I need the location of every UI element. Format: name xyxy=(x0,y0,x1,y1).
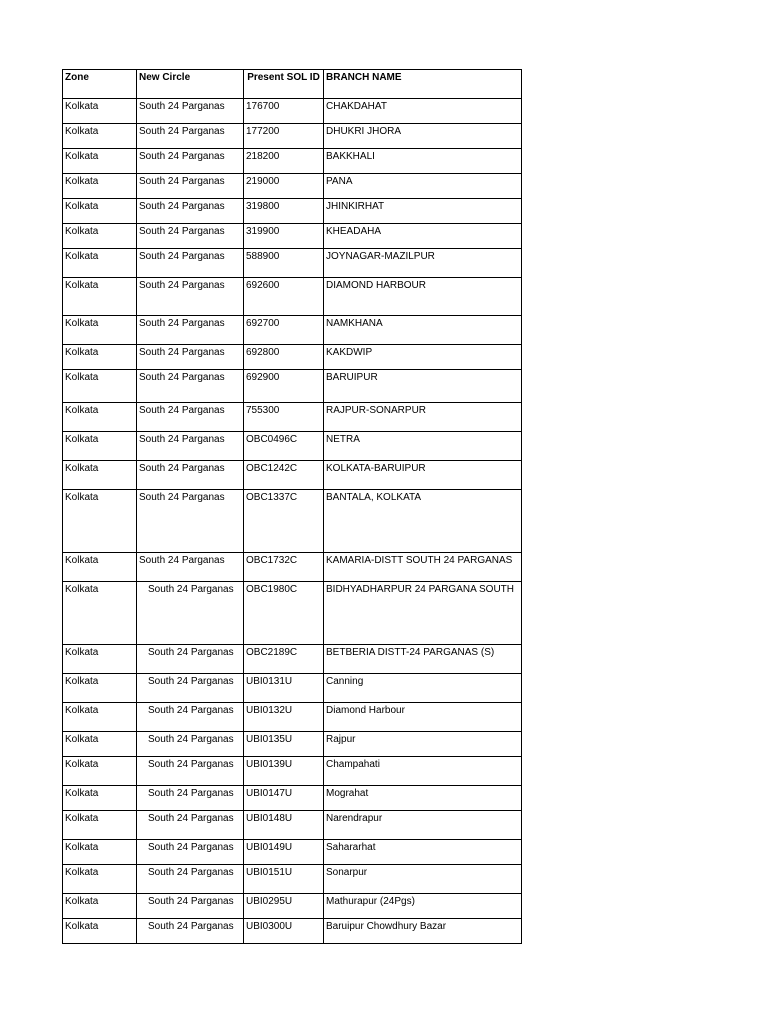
branch-name-cell: BETBERIA DISTT-24 PARGANAS (S) xyxy=(324,645,522,674)
table-row xyxy=(63,432,522,461)
zone-cell: Kolkata xyxy=(63,316,137,345)
sol-id-cell: UBI0147U xyxy=(244,786,324,811)
header-zone: Zone xyxy=(63,70,137,99)
table-row xyxy=(63,490,522,553)
table-row xyxy=(63,919,522,944)
sol-id-cell: UBI0149U xyxy=(244,840,324,865)
sol-id-cell: 218200 xyxy=(244,149,324,174)
branch-name-cell: BAKKHALI xyxy=(324,149,522,174)
table-row xyxy=(63,316,522,345)
branch-name-cell: Sonarpur xyxy=(324,865,522,894)
sol-id-cell: UBI0295U xyxy=(244,894,324,919)
zone-cell: Kolkata xyxy=(63,249,137,278)
sol-id-cell: UBI0135U xyxy=(244,732,324,757)
circle-cell: South 24 Parganas xyxy=(137,919,244,944)
branch-name-cell: Sahararhat xyxy=(324,840,522,865)
zone-cell: Kolkata xyxy=(63,732,137,757)
branch-name-cell: PANA xyxy=(324,174,522,199)
table-row xyxy=(63,553,522,582)
table-row xyxy=(63,403,522,432)
branch-name-cell: BARUIPUR xyxy=(324,370,522,403)
sol-id-cell: UBI0148U xyxy=(244,811,324,840)
table-row xyxy=(63,199,522,224)
sol-id-cell: OBC1732C xyxy=(244,553,324,582)
branch-name-cell: Narendrapur xyxy=(324,811,522,840)
branch-name-cell: KHEADAHA xyxy=(324,224,522,249)
zone-cell: Kolkata xyxy=(63,278,137,316)
zone-cell: Kolkata xyxy=(63,919,137,944)
zone-cell: Kolkata xyxy=(63,757,137,786)
zone-cell: Kolkata xyxy=(63,99,137,124)
sol-id-cell: OBC1242C xyxy=(244,461,324,490)
sol-id-cell: 692800 xyxy=(244,345,324,370)
branch-name-cell: Mograhat xyxy=(324,786,522,811)
circle-cell: South 24 Parganas xyxy=(137,174,244,199)
circle-cell: South 24 Parganas xyxy=(137,316,244,345)
circle-cell: South 24 Parganas xyxy=(137,894,244,919)
branch-name-cell: KAKDWIP xyxy=(324,345,522,370)
branch-name-cell: KOLKATA-BARUIPUR xyxy=(324,461,522,490)
branch-name-cell: JOYNAGAR-MAZILPUR xyxy=(324,249,522,278)
circle-cell: South 24 Parganas xyxy=(137,124,244,149)
branch-list-sheet xyxy=(62,69,521,944)
circle-cell: South 24 Parganas xyxy=(137,553,244,582)
zone-cell: Kolkata xyxy=(63,703,137,732)
table-row xyxy=(63,174,522,199)
branch-name-cell: JHINKIRHAT xyxy=(324,199,522,224)
branch-name-cell: Rajpur xyxy=(324,732,522,757)
circle-cell: South 24 Parganas xyxy=(137,345,244,370)
table-body xyxy=(63,99,522,944)
table-row xyxy=(63,278,522,316)
zone-cell: Kolkata xyxy=(63,403,137,432)
table-row xyxy=(63,224,522,249)
sol-id-cell: 692900 xyxy=(244,370,324,403)
header-row xyxy=(63,70,522,99)
sol-id-cell: UBI0132U xyxy=(244,703,324,732)
zone-cell: Kolkata xyxy=(63,582,137,645)
zone-cell: Kolkata xyxy=(63,490,137,553)
sol-id-cell: UBI0151U xyxy=(244,865,324,894)
table-row xyxy=(63,786,522,811)
sol-id-cell: OBC1337C xyxy=(244,490,324,553)
zone-cell: Kolkata xyxy=(63,645,137,674)
zone-cell: Kolkata xyxy=(63,894,137,919)
table-row xyxy=(63,645,522,674)
sol-id-cell: 755300 xyxy=(244,403,324,432)
branch-table xyxy=(62,69,522,944)
branch-name-cell: KAMARIA-DISTT SOUTH 24 PARGANAS xyxy=(324,553,522,582)
zone-cell: Kolkata xyxy=(63,345,137,370)
sol-id-cell: UBI0300U xyxy=(244,919,324,944)
zone-cell: Kolkata xyxy=(63,461,137,490)
circle-cell: South 24 Parganas xyxy=(137,370,244,403)
branch-name-cell: BANTALA, KOLKATA xyxy=(324,490,522,553)
circle-cell: South 24 Parganas xyxy=(137,403,244,432)
branch-name-cell: Diamond Harbour xyxy=(324,703,522,732)
branch-name-cell: Mathurapur (24Pgs) xyxy=(324,894,522,919)
branch-name-cell: NAMKHANA xyxy=(324,316,522,345)
sol-id-cell: UBI0131U xyxy=(244,674,324,703)
table-row xyxy=(63,124,522,149)
zone-cell: Kolkata xyxy=(63,553,137,582)
zone-cell: Kolkata xyxy=(63,124,137,149)
sol-id-cell: OBC2189C xyxy=(244,645,324,674)
sol-id-cell: 692700 xyxy=(244,316,324,345)
circle-cell: South 24 Parganas xyxy=(137,432,244,461)
table-row xyxy=(63,461,522,490)
table-row xyxy=(63,370,522,403)
circle-cell: South 24 Parganas xyxy=(137,278,244,316)
table-row xyxy=(63,149,522,174)
zone-cell: Kolkata xyxy=(63,432,137,461)
sol-id-cell: 692600 xyxy=(244,278,324,316)
header-new-circle: New Circle xyxy=(137,70,244,99)
branch-name-cell: NETRA xyxy=(324,432,522,461)
circle-cell: South 24 Parganas xyxy=(137,99,244,124)
sol-id-cell: OBC1980C xyxy=(244,582,324,645)
branch-name-cell: Champahati xyxy=(324,757,522,786)
sol-id-cell: UBI0139U xyxy=(244,757,324,786)
branch-name-cell: Baruipur Chowdhury Bazar xyxy=(324,919,522,944)
table-row xyxy=(63,674,522,703)
zone-cell: Kolkata xyxy=(63,174,137,199)
table-row xyxy=(63,99,522,124)
circle-cell: South 24 Parganas xyxy=(137,811,244,840)
zone-cell: Kolkata xyxy=(63,370,137,403)
sol-id-cell: 219000 xyxy=(244,174,324,199)
circle-cell: South 24 Parganas xyxy=(137,674,244,703)
circle-cell: South 24 Parganas xyxy=(137,645,244,674)
table-row xyxy=(63,865,522,894)
branch-name-cell: DHUKRI JHORA xyxy=(324,124,522,149)
branch-name-cell: Canning xyxy=(324,674,522,703)
circle-cell: South 24 Parganas xyxy=(137,703,244,732)
table-row xyxy=(63,757,522,786)
branch-name-cell: CHAKDAHAT xyxy=(324,99,522,124)
circle-cell: South 24 Parganas xyxy=(137,757,244,786)
sol-id-cell: 588900 xyxy=(244,249,324,278)
circle-cell: South 24 Parganas xyxy=(137,732,244,757)
branch-name-cell: BIDHYADHARPUR 24 PARGANA SOUTH xyxy=(324,582,522,645)
zone-cell: Kolkata xyxy=(63,674,137,703)
zone-cell: Kolkata xyxy=(63,786,137,811)
sol-id-cell: OBC0496C xyxy=(244,432,324,461)
zone-cell: Kolkata xyxy=(63,149,137,174)
circle-cell: South 24 Parganas xyxy=(137,149,244,174)
sol-id-cell: 319900 xyxy=(244,224,324,249)
table-row xyxy=(63,582,522,645)
branch-name-cell: DIAMOND HARBOUR xyxy=(324,278,522,316)
zone-cell: Kolkata xyxy=(63,224,137,249)
table-row xyxy=(63,249,522,278)
circle-cell: South 24 Parganas xyxy=(137,865,244,894)
circle-cell: South 24 Parganas xyxy=(137,490,244,553)
circle-cell: South 24 Parganas xyxy=(137,249,244,278)
sol-id-cell: 319800 xyxy=(244,199,324,224)
zone-cell: Kolkata xyxy=(63,199,137,224)
sol-id-cell: 177200 xyxy=(244,124,324,149)
table-row xyxy=(63,894,522,919)
sol-id-cell: 176700 xyxy=(244,99,324,124)
table-row xyxy=(63,703,522,732)
zone-cell: Kolkata xyxy=(63,865,137,894)
zone-cell: Kolkata xyxy=(63,840,137,865)
circle-cell: South 24 Parganas xyxy=(137,224,244,249)
table-row xyxy=(63,840,522,865)
table-row xyxy=(63,811,522,840)
circle-cell: South 24 Parganas xyxy=(137,461,244,490)
circle-cell: South 24 Parganas xyxy=(137,199,244,224)
circle-cell: South 24 Parganas xyxy=(137,786,244,811)
branch-name-cell: RAJPUR-SONARPUR xyxy=(324,403,522,432)
table-row xyxy=(63,345,522,370)
circle-cell: South 24 Parganas xyxy=(137,840,244,865)
zone-cell: Kolkata xyxy=(63,811,137,840)
header-present-sol-id: Present SOL ID xyxy=(244,70,324,99)
circle-cell: South 24 Parganas xyxy=(137,582,244,645)
table-row xyxy=(63,732,522,757)
header-branch-name: BRANCH NAME xyxy=(324,70,522,99)
